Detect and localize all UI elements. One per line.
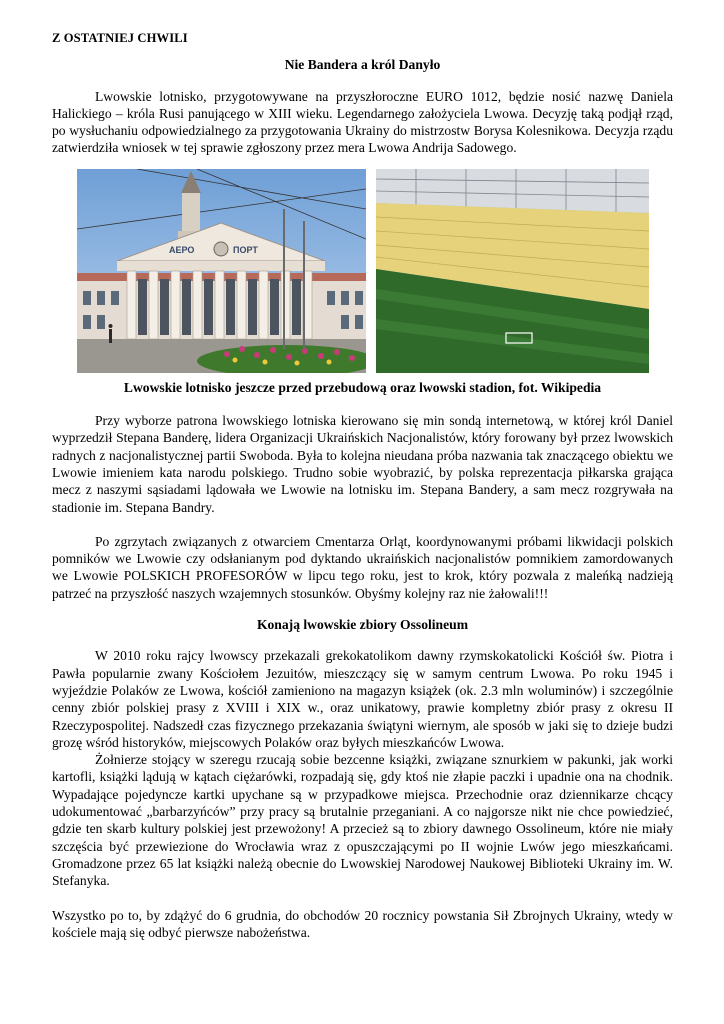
article1-paragraph-1: Lwowskie lotnisko, przygotowywane na przyszłoroczne EURO 1012, będzie nosić nazwę Daniela Halickiego – króla Rusi panującego w XIII wieku. Legendarnego założyciela Lwowa. Decyzję taką podjął rząd, po wysłuchaniu odpowiedzialnego za przygotowania Ukrainy do mistrzostw Borysa Kolesnikowa. Decyzja rządu zatwierdziła wniosek w tej sprawie zgłoszony przez mera Lwowa Andrija Sadowego.: [52, 88, 673, 156]
section-label: Z OSTATNIEJ CHWILI: [52, 31, 188, 45]
article1-paragraph-2: Przy wyborze patrona lwowskiego lotniska kierowano się min sondą internetową, w której król Daniel wyprzedził Stepana Banderę, lidera Organizacji Ukraińskich Nacjonalistów, który forowany był przez lwowskich radnych z nacjonalistycznej partii Swoboda. Była to kolejna nieudana próba nazwania tak znaczącego obiektu we Lwowie imieniem kata narodu polskiego. Trudno sobie wyobrazić, by polska reprezentacja piłkarska grająca mecz z naszymi sąsiadami lądowała we Lwowie na lotnisku im. Stepana Bandery, a sam mecz rozgrywała na stadionie im. Stepana Bandry.: [52, 413, 673, 515]
article1-headline: Nie Bandera a król Danyło: [284, 57, 441, 73]
stadium-image: [376, 169, 649, 373]
article2-paragraph-1: W 2010 roku rajcy lwowscy przekazali grekokatolikom dawny rzymskokatolicki Kościół św. Piotra i Pawła popularnie zwany Kościołem Jezuitów, mieszczący się w samym centrum Lwowa. Po roku 1945 i wyjeździe Polaków ze Lwowa, kościół zamieniono na magazyn książek (ok. 2.3 mln woluminów) i szczególnie cenny zbiór polskiej prasy z XVIII i XIX w., oraz unikatowy, prawie kompletny zbiór prasy z okresu II Rzeczypospolitej. Nadszedł czas fizycznego przekazania świątyni wiernym, ale sposób w jaki się to dzieje budzi grozę wśród historyków, miejscowych Polaków oraz byłych mieszkańców Lwowa.: [52, 648, 673, 750]
airport-sign-right: ПОРТ: [233, 244, 258, 255]
article2-paragraph-2: Żołnierze stojący w szeregu rzucają sobie bezcenne książki, związane sznurkiem w pakunki, jak worki kartofli, książki lądują w kątach ciężarówki, rozpadają się, gdy ktoś nie złapie paczki i upadnie ona na chodnik. Wypadające pojedyncze kartki upychane są w przypadkowe miejsca. Przechodnie oraz dziennikarze chcący udokumentować „barbarzyńców” przy pracy są brutalnie przeganiani. A co najgorsze nikt nie chce powiedzieć, gdzie ten skarb kultury polskiej jest przewożony! A przecież są to zbiory dawnego Ossolineum, które nie miały szczęścia być przewiezione do Wrocławia wraz z opuszczającymi po II wojnie Lwów jego mieszkańcami. Gromadzone przez 65 lat książki należą obecnie do Lwowskiej Narodowej Naukowej Biblioteki Ukrainy im. W. Stefanyka.: [52, 752, 673, 889]
airport-sign-left: АЕРО: [169, 244, 195, 255]
article1-paragraph-3: Po zgrzytach związanych z otwarciem Cmentarza Orląt, koordynowanymi próbami likwidacji polskich pomników we Lwowie czy odsłanianym pod dyktando ukraińskich nacjonalistów pomnikiem zamordowanych we Lwowie POLSKICH PROFESORÓW w lipcu tego roku, jest to krok, który pozwala z maleńką nadzieją patrzeć na przyszłość naszych wzajemnych stosunków. Obyśmy kolejny raz nie żałowali!!!: [52, 533, 673, 601]
page: [52, 30, 673, 941]
spacer: [52, 516, 673, 533]
spacer: [52, 890, 673, 907]
article2-headline: Konają lwowskie zbiory Ossolineum: [256, 617, 469, 633]
article2-paragraph-3: Wszystko po to, by zdążyć do 6 grudnia, do obchodów 20 rocznicy powstania Sił Zbrojnych Ukrainy, wtedy w kościele mają się odbyć pierwsze nabożeństwa.: [52, 907, 673, 940]
stadium-photo: [376, 169, 649, 373]
photo-strip: [52, 169, 673, 375]
photo-caption: Lwowskie lotnisko jeszcze przed przebudową oraz lwowski stadion, fot. Wikipedia: [123, 379, 602, 395]
airport-image: [77, 169, 366, 373]
airport-photo: [77, 169, 366, 373]
